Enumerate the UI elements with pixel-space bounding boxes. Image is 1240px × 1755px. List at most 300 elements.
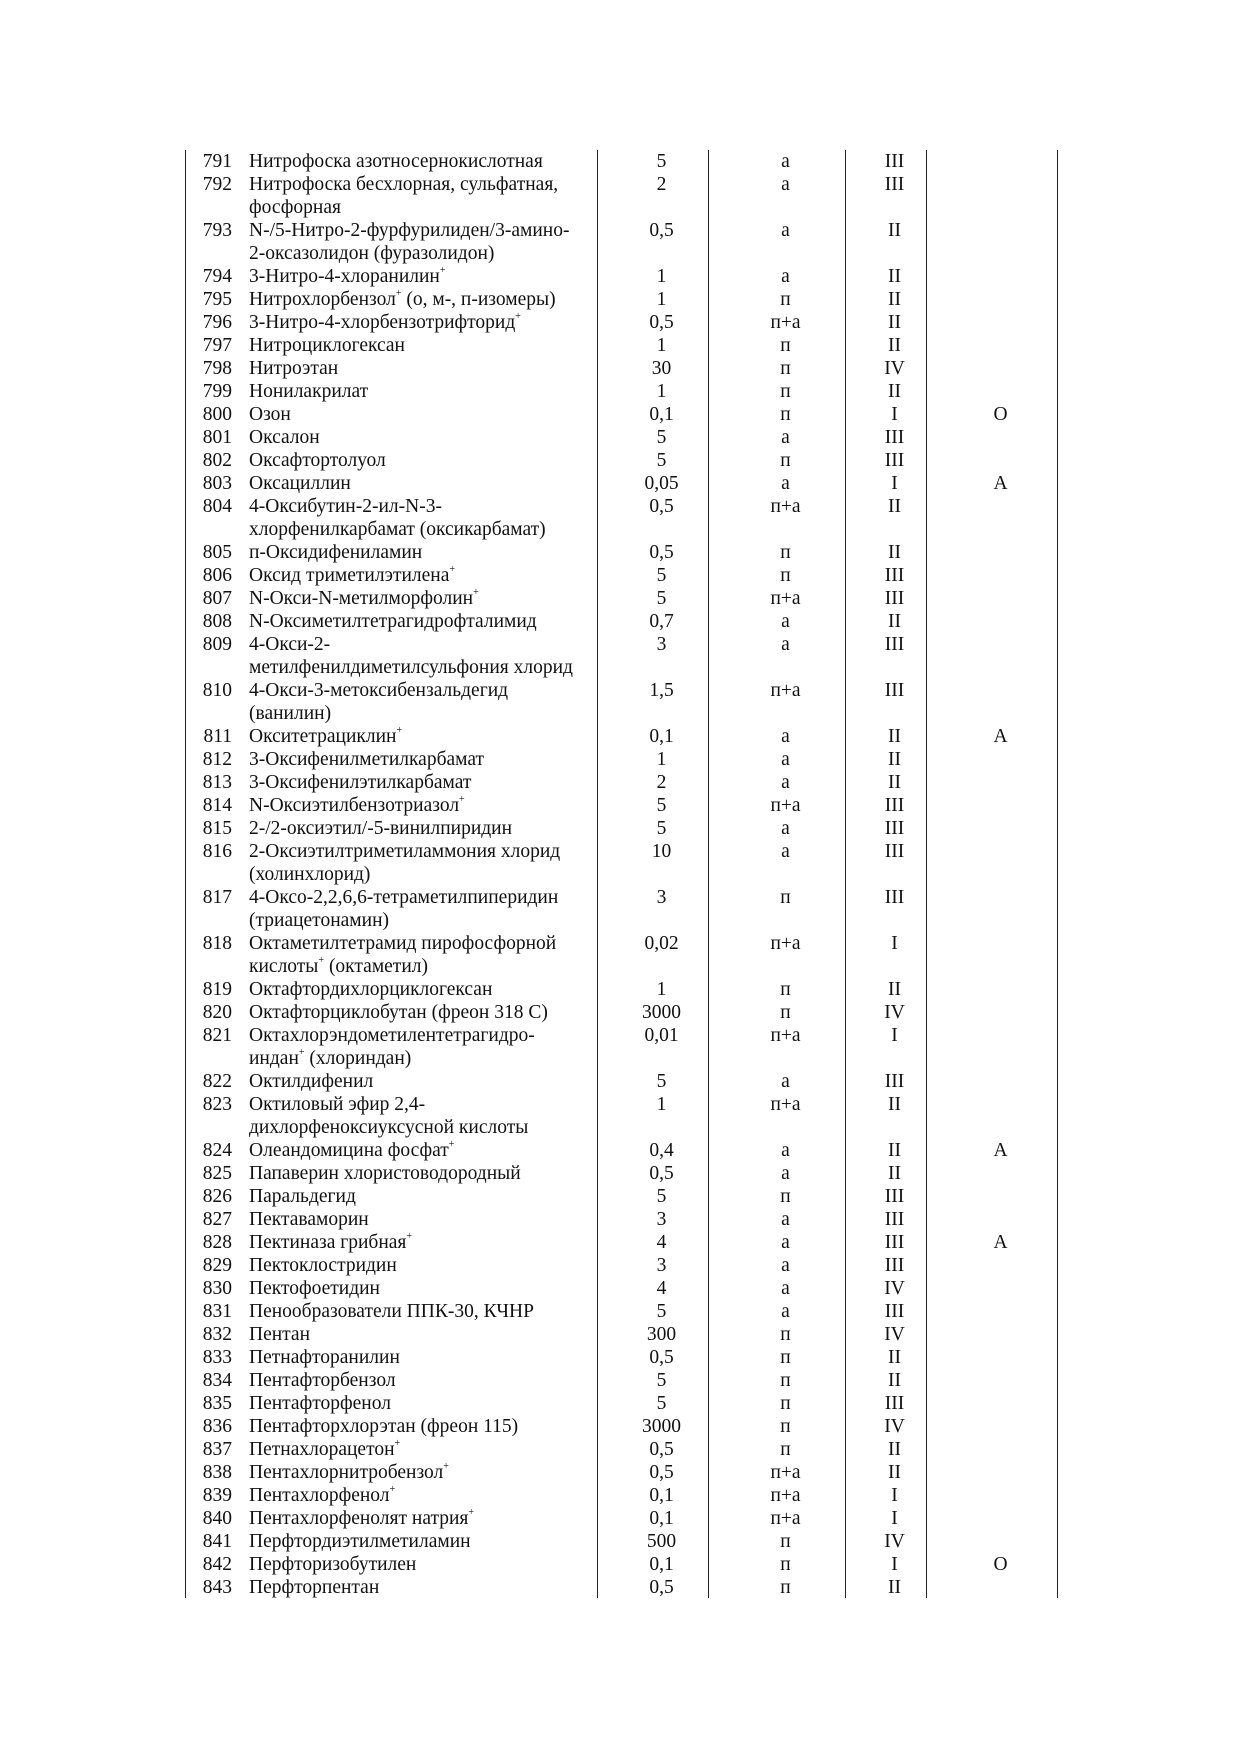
substance-name xyxy=(249,219,609,265)
table-row xyxy=(185,1323,1061,1346)
aggregate-state: п+а xyxy=(770,1508,801,1529)
name-line: дихлорфеноксиуксусной кислоты xyxy=(249,1117,529,1138)
row-number: 812 xyxy=(202,749,232,770)
aggregate-state: п+а xyxy=(770,795,801,816)
row-number: 827 xyxy=(202,1209,232,1230)
limit-value: 3000 xyxy=(642,1416,681,1437)
hazard-class: II xyxy=(888,312,901,333)
substance-name xyxy=(249,1438,609,1461)
name-line: Нитрохлорбензол+ (о, м-, п-изомеры) xyxy=(249,287,556,310)
row-number: 828 xyxy=(202,1232,232,1253)
substance-name xyxy=(249,748,609,771)
substance-name xyxy=(249,1208,609,1231)
limit-value: 5 xyxy=(656,450,667,471)
row-number: 806 xyxy=(202,565,232,586)
substance-name xyxy=(249,1415,609,1438)
hazard-class: III xyxy=(884,427,905,448)
limit-value: 3 xyxy=(656,887,667,908)
row-number: 792 xyxy=(202,174,232,195)
limit-value: 1 xyxy=(656,381,667,402)
action-note: А xyxy=(993,1232,1008,1253)
name-line: индан+ (хлориндан) xyxy=(249,1046,412,1069)
action-note: А xyxy=(993,473,1008,494)
aggregate-state: а xyxy=(781,749,790,770)
row-number: 795 xyxy=(202,289,232,310)
substance-name xyxy=(249,173,609,219)
action-note: О xyxy=(993,404,1008,425)
limit-value: 300 xyxy=(646,1324,677,1345)
name-line: 4-Оксо-2,2,6,6-тетраметилпиперидин xyxy=(249,887,559,908)
name-line: Оксид триметилэтилена+ xyxy=(249,563,456,586)
aggregate-state: п xyxy=(780,404,791,425)
table-row xyxy=(185,1415,1061,1438)
limit-value: 5 xyxy=(656,1071,667,1092)
limit-value: 0,5 xyxy=(649,312,674,333)
limit-value: 0,5 xyxy=(649,1439,674,1460)
aggregate-state: а xyxy=(781,151,790,172)
name-line: Перфторпентан xyxy=(249,1577,380,1598)
limit-value: 2 xyxy=(656,772,667,793)
hazard-class: III xyxy=(884,1301,905,1322)
name-line: 2-оксазолидон (фуразолидон) xyxy=(249,243,495,264)
row-number: 843 xyxy=(202,1577,232,1598)
hazard-class: III xyxy=(884,1255,905,1276)
hazard-class: III xyxy=(884,1071,905,1092)
limit-value: 2 xyxy=(656,174,667,195)
limit-value: 0,5 xyxy=(649,496,674,517)
substance-name xyxy=(249,311,609,334)
substance-name xyxy=(249,817,609,840)
name-line: Окситетрациклин+ xyxy=(249,724,403,747)
hazard-class: III xyxy=(884,151,905,172)
substance-name xyxy=(249,1392,609,1415)
superscript-mark: + xyxy=(443,1460,449,1472)
name-line: 2-Оксиэтилтриметиламмония хлорид xyxy=(249,841,561,862)
row-number: 808 xyxy=(202,611,232,632)
limit-value: 0,1 xyxy=(649,404,674,425)
limit-value: 30 xyxy=(651,358,672,379)
name-line: Пентахлорфенолят натрия+ xyxy=(249,1506,475,1529)
substance-name xyxy=(249,1093,609,1139)
row-number: 839 xyxy=(202,1485,232,1506)
aggregate-state: п+а xyxy=(770,1485,801,1506)
table-row xyxy=(185,1185,1061,1208)
limit-value: 0,5 xyxy=(649,220,674,241)
limit-value: 4 xyxy=(656,1278,667,1299)
hazard-class: I xyxy=(891,1485,898,1506)
superscript-mark: + xyxy=(298,1046,305,1058)
hazard-class: IV xyxy=(884,358,905,379)
limit-value: 5 xyxy=(656,565,667,586)
table-row xyxy=(185,1300,1061,1323)
hazard-class: II xyxy=(888,979,901,1000)
name-line: Оксалон xyxy=(249,427,320,448)
name-line: Пектиназа грибная+ xyxy=(249,1230,413,1253)
row-number: 829 xyxy=(202,1255,232,1276)
limit-value: 0,5 xyxy=(649,1577,674,1598)
limit-value: 5 xyxy=(656,1370,667,1391)
substance-name xyxy=(249,1139,609,1162)
table-row xyxy=(185,886,1061,932)
aggregate-state: а xyxy=(781,772,790,793)
substance-name xyxy=(249,794,609,817)
superscript-mark: + xyxy=(394,1437,401,1449)
name-line: Перфторизобутилен xyxy=(249,1554,417,1575)
aggregate-state: п xyxy=(780,1370,791,1391)
limit-value: 1 xyxy=(656,335,667,356)
aggregate-state: п xyxy=(780,1554,791,1575)
name-line: Октилдифенил xyxy=(249,1071,374,1092)
table-row xyxy=(185,311,1061,334)
table-row xyxy=(185,1346,1061,1369)
table-row xyxy=(185,1139,1061,1162)
row-number: 823 xyxy=(202,1094,232,1115)
substance-name xyxy=(249,403,609,426)
hazard-class: III xyxy=(884,634,905,655)
row-number: 830 xyxy=(202,1278,232,1299)
aggregate-state: п xyxy=(780,1347,791,1368)
aggregate-state: п xyxy=(780,1186,791,1207)
name-line: Озон xyxy=(249,404,291,425)
table-row xyxy=(185,1070,1061,1093)
name-line: Нитрофоска азотносернокислотная xyxy=(249,151,543,172)
table-row xyxy=(185,288,1061,311)
limit-value: 1 xyxy=(656,1094,667,1115)
substance-name xyxy=(249,265,609,288)
aggregate-state: а xyxy=(781,1140,790,1161)
hazard-class: II xyxy=(888,335,901,356)
table-row xyxy=(185,679,1061,725)
name-line: Октафтордихлорциклогексан xyxy=(249,979,493,1000)
substance-name xyxy=(249,1553,609,1576)
name-line: (ванилин) xyxy=(249,703,332,724)
row-number: 816 xyxy=(202,841,232,862)
name-line: Петнахлорацетон+ xyxy=(249,1437,401,1460)
name-line: Пентафторфенол xyxy=(249,1393,391,1414)
row-number: 841 xyxy=(202,1531,232,1552)
name-line: Паральдегид xyxy=(249,1186,356,1207)
table-row xyxy=(185,610,1061,633)
aggregate-state: п xyxy=(780,565,791,586)
substance-name xyxy=(249,1484,609,1507)
hazard-class: II xyxy=(888,496,901,517)
row-number: 804 xyxy=(202,496,232,517)
aggregate-state: а xyxy=(781,841,790,862)
table-row xyxy=(185,1530,1061,1553)
row-number: 840 xyxy=(202,1508,232,1529)
name-line: Октиловый эфир 2,4- xyxy=(249,1094,426,1115)
row-number: 811 xyxy=(203,726,232,747)
substance-name xyxy=(249,380,609,403)
aggregate-state: а xyxy=(781,1071,790,1092)
row-number: 837 xyxy=(202,1439,232,1460)
hazard-class: III xyxy=(884,887,905,908)
table-row xyxy=(185,771,1061,794)
aggregate-state: п xyxy=(780,1324,791,1345)
name-line: хлорфенилкарбамат (оксикарбамат) xyxy=(249,519,546,540)
row-number: 821 xyxy=(202,1025,232,1046)
hazard-class: III xyxy=(884,1186,905,1207)
aggregate-state: п xyxy=(780,1577,791,1598)
name-line: Нитроэтан xyxy=(249,358,339,379)
hazard-class: I xyxy=(891,404,898,425)
hazard-class: II xyxy=(888,1577,901,1598)
name-line: Октаметилтетрамид пирофосфорной xyxy=(249,933,557,954)
row-number: 832 xyxy=(202,1324,232,1345)
name-line: Октахлорэндометилентетрагидро- xyxy=(249,1025,535,1046)
substance-name xyxy=(249,1024,609,1070)
name-line: N-/5-Нитро-2-фурфурилиден/3-амино- xyxy=(249,220,570,241)
name-line: метилфенилдиметилсульфония хлорид xyxy=(249,657,573,678)
row-number: 818 xyxy=(202,933,232,954)
limit-value: 0,01 xyxy=(644,1025,679,1046)
hazard-class: I xyxy=(891,473,898,494)
name-line: Пентан xyxy=(249,1324,311,1345)
row-number: 796 xyxy=(202,312,232,333)
hazard-class: II xyxy=(888,611,901,632)
name-line: Оксациллин xyxy=(249,473,351,494)
table-row xyxy=(185,587,1061,610)
table-row xyxy=(185,265,1061,288)
name-line: 4-Окси-2- xyxy=(249,634,331,655)
aggregate-state: п xyxy=(780,979,791,1000)
substance-name xyxy=(249,357,609,380)
substance-name xyxy=(249,1277,609,1300)
table-row xyxy=(185,1208,1061,1231)
name-line: п-Оксидифениламин xyxy=(249,542,423,563)
superscript-mark: + xyxy=(318,954,325,966)
substance-name xyxy=(249,1323,609,1346)
aggregate-state: а xyxy=(781,634,790,655)
substance-name xyxy=(249,495,609,541)
row-number: 815 xyxy=(202,818,232,839)
name-line: Пентафторхлорэтан (фреон 115) xyxy=(249,1416,519,1437)
table-row xyxy=(185,1553,1061,1576)
name-line: 3-Нитро-4-хлорбензотрифторид+ xyxy=(249,310,521,333)
hazard-class: II xyxy=(888,542,901,563)
substance-name xyxy=(249,1254,609,1277)
table-row xyxy=(185,495,1061,541)
aggregate-state: а xyxy=(781,1232,790,1253)
limit-value: 0,05 xyxy=(644,473,679,494)
limit-value: 0,5 xyxy=(649,1347,674,1368)
name-line: Пектаваморин xyxy=(249,1209,369,1230)
substance-name xyxy=(249,1369,609,1392)
limit-value: 0,5 xyxy=(649,542,674,563)
name-line: 3-Нитро-4-хлоранилин+ xyxy=(249,264,446,287)
hazard-class: II xyxy=(888,1163,901,1184)
table-row xyxy=(185,633,1061,679)
table-row xyxy=(185,357,1061,380)
hazard-class: II xyxy=(888,1439,901,1460)
aggregate-state: а xyxy=(781,1255,790,1276)
aggregate-state: а xyxy=(781,174,790,195)
row-number: 807 xyxy=(202,588,232,609)
aggregate-state: п xyxy=(780,450,791,471)
table-row xyxy=(185,1507,1061,1530)
hazard-class: III xyxy=(884,1393,905,1414)
hazard-class: I xyxy=(891,1554,898,1575)
row-number: 842 xyxy=(202,1554,232,1575)
superscript-mark: + xyxy=(395,287,402,299)
hazard-class: II xyxy=(888,289,901,310)
limit-value: 0,4 xyxy=(649,1140,674,1161)
table-row xyxy=(185,219,1061,265)
row-number: 801 xyxy=(202,427,232,448)
table-row xyxy=(185,1024,1061,1070)
aggregate-state: а xyxy=(781,266,790,287)
substance-name xyxy=(249,334,609,357)
hazard-class: III xyxy=(884,818,905,839)
substance-name xyxy=(249,1231,609,1254)
name-line: Пентафторбензол xyxy=(249,1370,396,1391)
superscript-mark: + xyxy=(515,310,521,322)
aggregate-state: а xyxy=(781,726,790,747)
row-number: 809 xyxy=(202,634,232,655)
name-line: N-Оксиэтилбензотриазол+ xyxy=(249,793,465,816)
limit-value: 5 xyxy=(656,1186,667,1207)
row-number: 835 xyxy=(202,1393,232,1414)
hazard-class: IV xyxy=(884,1002,905,1023)
table-row xyxy=(185,1254,1061,1277)
row-number: 824 xyxy=(202,1140,232,1161)
limit-value: 1 xyxy=(656,979,667,1000)
aggregate-state: а xyxy=(781,818,790,839)
substance-name xyxy=(249,771,609,794)
table-row xyxy=(185,564,1061,587)
superscript-mark: + xyxy=(389,1483,396,1495)
hazard-class: II xyxy=(888,726,901,747)
name-line: (триацетонамин) xyxy=(249,910,389,931)
substance-name xyxy=(249,1162,609,1185)
row-number: 820 xyxy=(202,1002,232,1023)
row-number: 825 xyxy=(202,1163,232,1184)
superscript-mark: + xyxy=(473,586,479,598)
substance-name xyxy=(249,886,609,932)
hazard-class: I xyxy=(891,933,898,954)
table-row xyxy=(185,449,1061,472)
name-line: 2-/2-оксиэтил/-5-винилпиридин xyxy=(249,818,513,839)
aggregate-state: а xyxy=(781,1209,790,1230)
substance-name xyxy=(249,1346,609,1369)
hazard-class: II xyxy=(888,220,901,241)
substance-name xyxy=(249,978,609,1001)
name-line: Нитрофоска бесхлорная, сульфатная, xyxy=(249,174,559,195)
table-row xyxy=(185,1093,1061,1139)
row-number: 838 xyxy=(202,1462,232,1483)
table-row xyxy=(185,725,1061,748)
aggregate-state: п xyxy=(780,289,791,310)
substance-name xyxy=(249,840,609,886)
hazard-class: I xyxy=(891,1508,898,1529)
table-row xyxy=(185,932,1061,978)
substance-name xyxy=(249,633,609,679)
hazard-class: II xyxy=(888,772,901,793)
table-row xyxy=(185,150,1061,173)
row-number: 805 xyxy=(202,542,232,563)
limit-value: 1 xyxy=(656,749,667,770)
row-number: 814 xyxy=(202,795,232,816)
hazard-class: III xyxy=(884,841,905,862)
limit-value: 5 xyxy=(656,795,667,816)
hazard-class: III xyxy=(884,795,905,816)
name-line: Пенообразователи ППК-30, КЧНР xyxy=(249,1301,534,1322)
aggregate-state: а xyxy=(781,427,790,448)
table-row xyxy=(185,1576,1061,1599)
name-line: (холинхлорид) xyxy=(249,864,371,885)
aggregate-state: п xyxy=(780,381,791,402)
row-number: 797 xyxy=(202,335,232,356)
limit-value: 5 xyxy=(656,1301,667,1322)
aggregate-state: п xyxy=(780,542,791,563)
substance-name xyxy=(249,1185,609,1208)
row-number: 831 xyxy=(202,1301,232,1322)
name-line: Олеандомицина фосфат+ xyxy=(249,1138,455,1161)
substance-name xyxy=(249,1070,609,1093)
limit-value: 0,1 xyxy=(649,726,674,747)
limit-value: 10 xyxy=(651,841,672,862)
aggregate-state: п xyxy=(780,1002,791,1023)
limit-value: 5 xyxy=(656,588,667,609)
action-note: А xyxy=(993,726,1008,747)
hazard-class: II xyxy=(888,749,901,770)
substance-name xyxy=(249,1001,609,1024)
row-number: 822 xyxy=(202,1071,232,1092)
hazard-class: II xyxy=(888,1370,901,1391)
table-row xyxy=(185,1231,1061,1254)
substance-name xyxy=(249,564,609,587)
hazard-class: III xyxy=(884,588,905,609)
hazard-class: II xyxy=(888,381,901,402)
limit-value: 0,5 xyxy=(649,1462,674,1483)
limit-value: 5 xyxy=(656,427,667,448)
name-line: кислоты+ (октаметил) xyxy=(249,954,428,977)
table-row xyxy=(185,840,1061,886)
name-line: Петнафторанилин xyxy=(249,1347,400,1368)
aggregate-state: п xyxy=(780,1439,791,1460)
aggregate-state: п+а xyxy=(770,1094,801,1115)
substances-table xyxy=(185,150,1061,1599)
substance-name xyxy=(249,1507,609,1530)
action-note: А xyxy=(993,1140,1008,1161)
row-number: 826 xyxy=(202,1186,232,1207)
table-row xyxy=(185,380,1061,403)
hazard-class: III xyxy=(884,1209,905,1230)
table-row xyxy=(185,1162,1061,1185)
hazard-class: II xyxy=(888,266,901,287)
table-row xyxy=(185,403,1061,426)
table-row xyxy=(185,1438,1061,1461)
limit-value: 0,02 xyxy=(644,933,679,954)
table-row xyxy=(185,817,1061,840)
hazard-class: III xyxy=(884,1232,905,1253)
substance-name xyxy=(249,1461,609,1484)
limit-value: 0,7 xyxy=(649,611,674,632)
table-row xyxy=(185,1277,1061,1300)
limit-value: 500 xyxy=(646,1531,677,1552)
hazard-class: IV xyxy=(884,1278,905,1299)
superscript-mark: + xyxy=(449,563,456,575)
name-line: Оксафтортолуол xyxy=(249,450,386,471)
superscript-mark: + xyxy=(448,1138,455,1150)
hazard-class: IV xyxy=(884,1416,905,1437)
name-line: фосфорная xyxy=(249,197,341,218)
table-row xyxy=(185,541,1061,564)
aggregate-state: п+а xyxy=(770,680,801,701)
action-note: О xyxy=(993,1554,1008,1575)
hazard-class: II xyxy=(888,1140,901,1161)
table-row xyxy=(185,426,1061,449)
